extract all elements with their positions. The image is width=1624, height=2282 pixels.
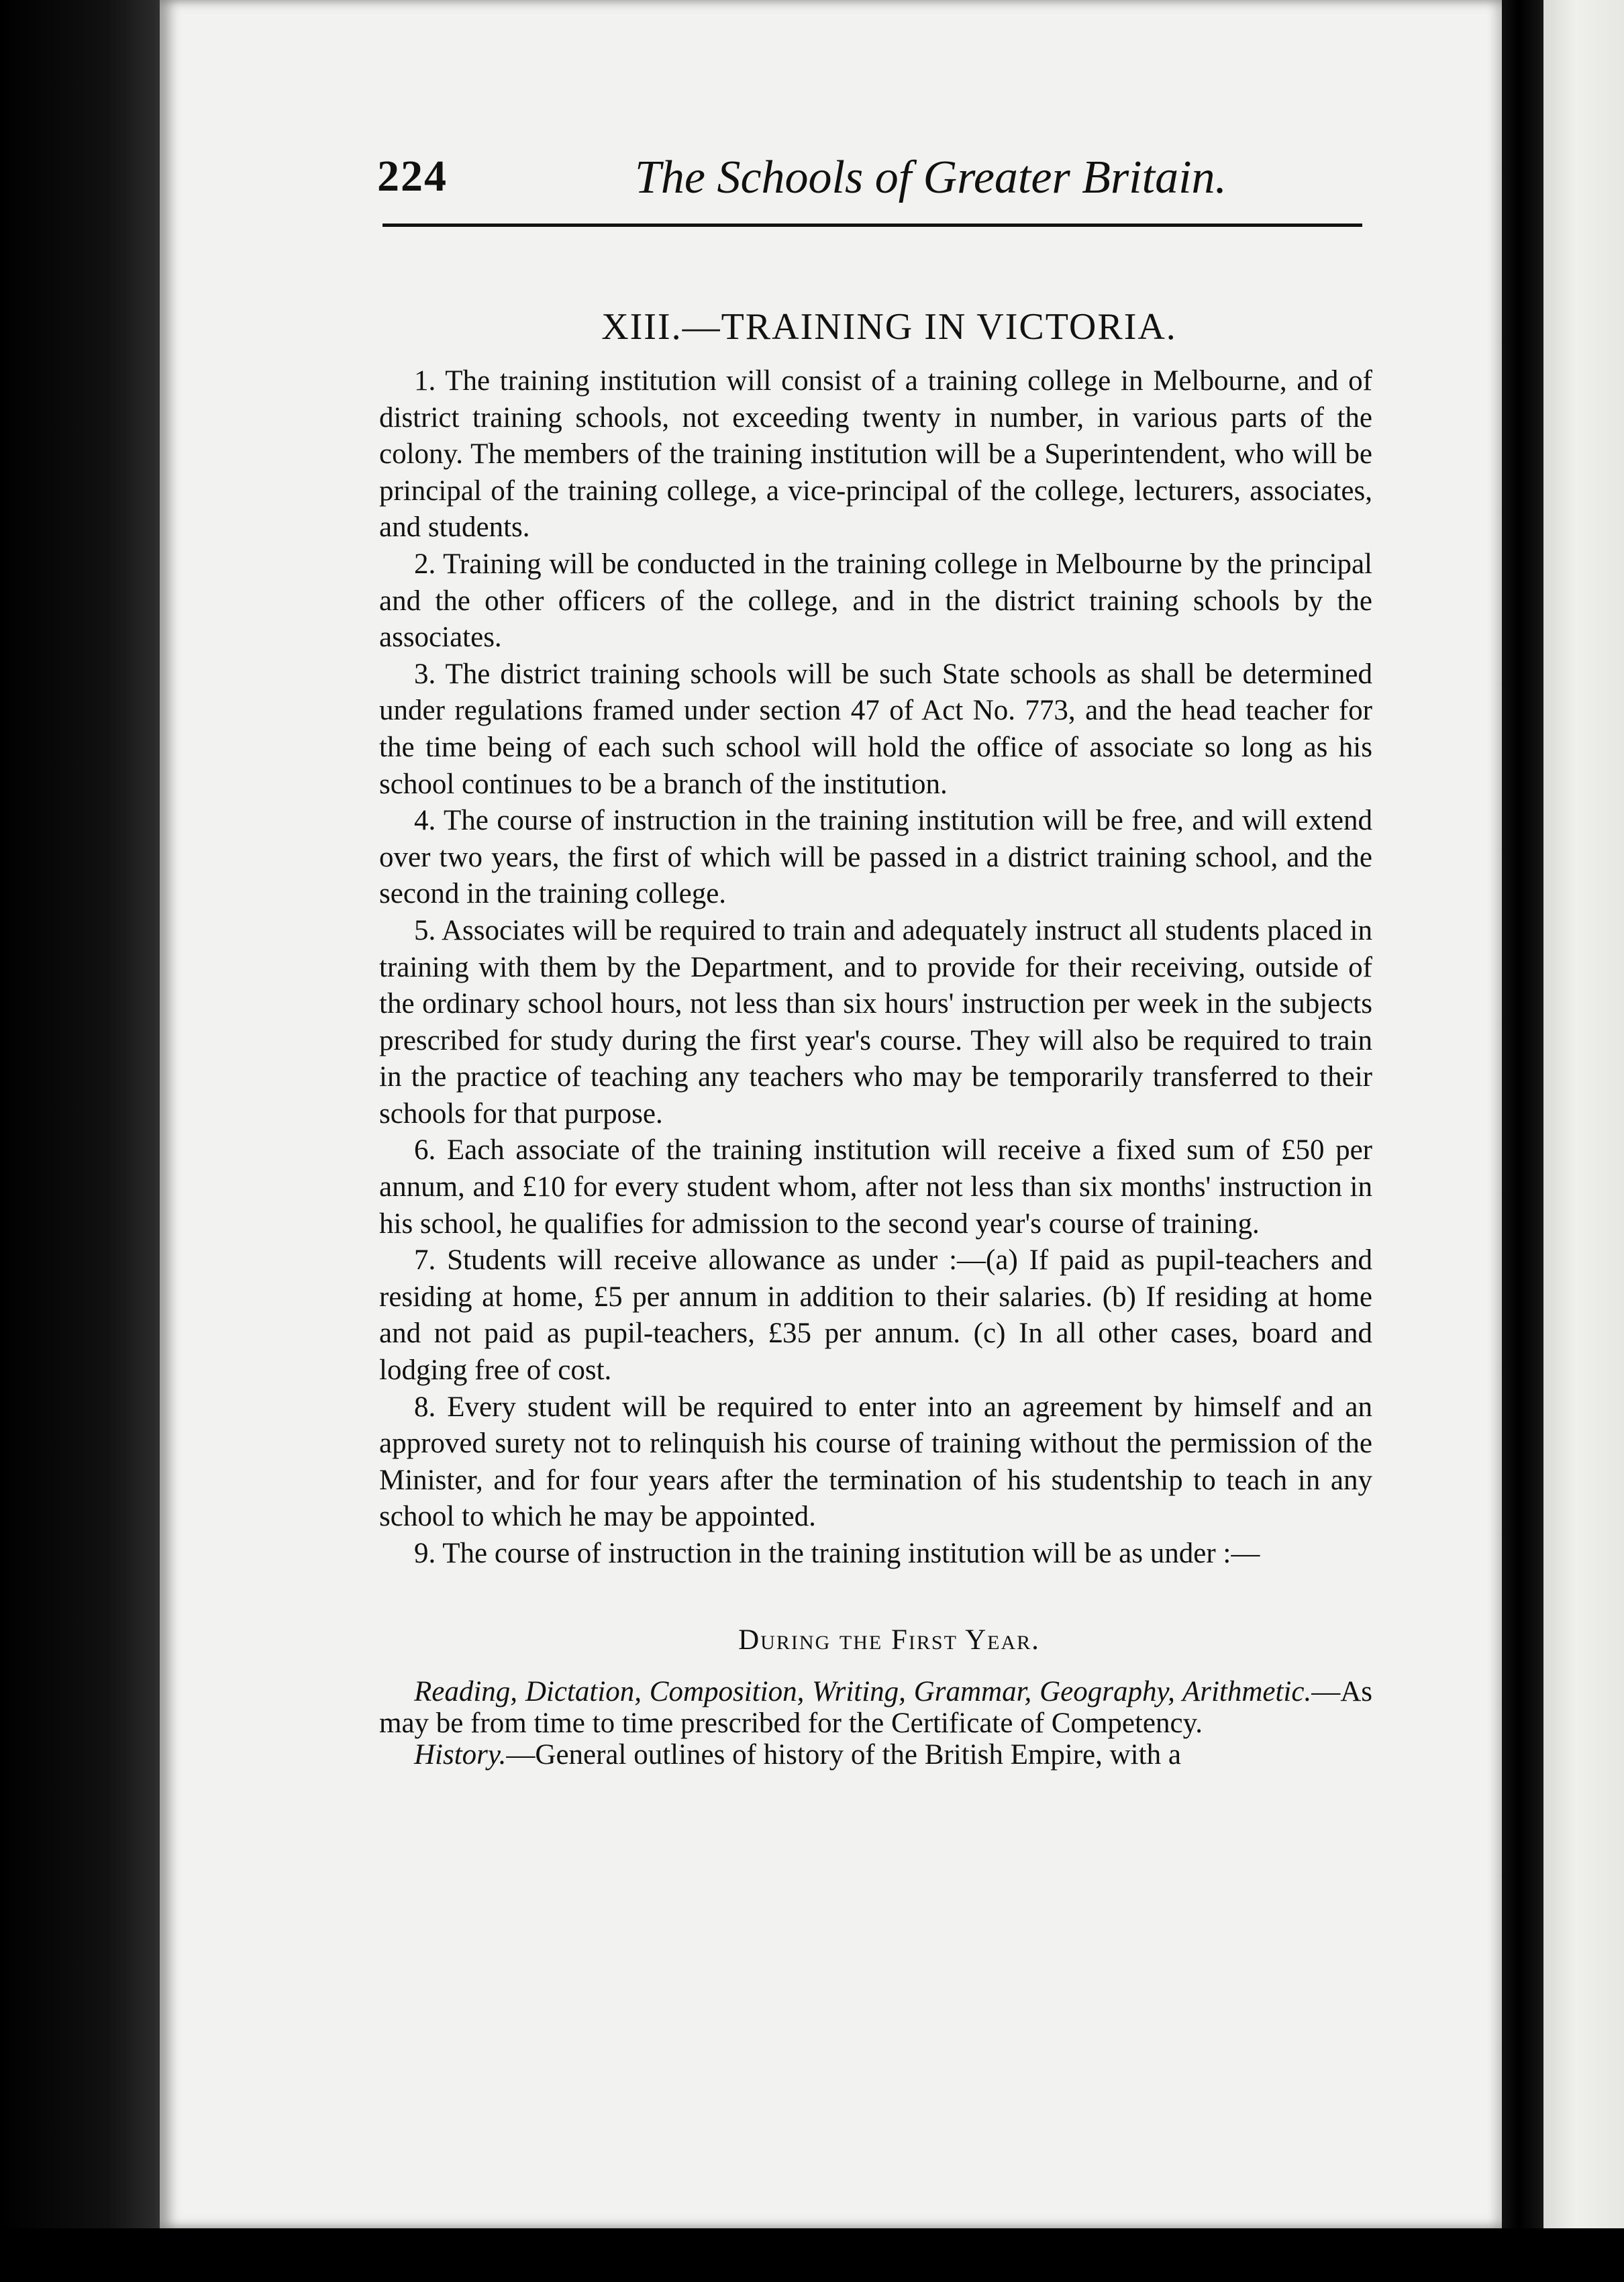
curriculum-text: —General outlines of history of the British Empire, with a [506,1739,1181,1771]
page-gutter [1502,0,1543,2282]
paragraph-2: 2. Training will be conducted in the training college in Melbourne by the principal and the other officers of the college, and in the district training schools by the associates. [379,548,1372,654]
paragraph-3: 3. The district training schools will be such State schools as shall be determined under regulations framed under section 47 of Act No. 773, and the head teacher for the time being of each such school will hold the office of associate so long as his school continues to be a branch of the institution. [379,658,1372,800]
page-body [379,305,1372,1771]
curriculum-text: —As may be from time to time prescribed for the Certificate of Competency. [379,1676,1372,1740]
curriculum-term: Reading, Dictation, Composition, Writing, Grammar, Geography, Arithmetic. [414,1676,1312,1708]
book-title: The Schools of Greater Britain. [634,152,1227,203]
paragraph-5: 5. Associates will be required to train and adequately instruct all students placed in training with them by the Department, and to provide for their receiving, outside of the ordinary school hours, not less than six hours' instruction per week in the subjects prescribed for study during the first year's course. They will also be required to train in the practice of teaching any teachers who may be temporarily transferred to their schools for that purpose. [379,914,1372,1130]
running-head [377,144,1364,211]
paragraph-6: 6. Each associate of the training institution will receive a fixed sum of £50 per annum, and £10 for every student whom, after not less than six months' instruction in his school, he qualifies for admission to the second year's course of training. [379,1134,1372,1240]
paragraph-8: 8. Every student will be required to enter into an agreement by himself and an approved surety not to relinquish his course of training without the permission of the Minister, and for four years after the termination of his studentship to teach in any school to which he may be appointed. [379,1391,1372,1533]
section-heading: XIII.—TRAINING IN VICTORIA. [601,306,1177,348]
first-year-heading: During the First Year. [738,1624,1040,1656]
page-number: 224 [377,152,448,201]
curriculum-entry [379,1676,1372,1739]
paragraph-7: 7. Students will receive allowance as under :—(a) If paid as pupil-teachers and residing at home, £5 per annum in addition to their salaries. (b) If residing at home and not paid as pupil-teachers, £35 per annum. (c) In all other cases, board and lodging free of cost. [379,1244,1372,1387]
curriculum-entry [379,1739,1372,1771]
header-rule [383,224,1362,227]
paragraph-9: 9. The course of instruction in the training institution will be as under :— [414,1538,1260,1569]
paragraph-1: 1. The training institution will consist of a training college in Melbourne, and of district training schools, not exceeding twenty in number, in various parts of the colony. The members of the training institution will be a Superintendent, who will be principal of the training college, a vice-principal of the college, lecturers, associates, and students. [379,365,1372,544]
scan-background-left [0,0,168,2282]
adjacent-page-edge [1543,0,1624,2235]
paragraph-4: 4. The course of instruction in the training institution will be free, and will extend over two years, the first of which will be passed in a district training school, and the second in the training college. [379,805,1372,910]
curriculum-term: History. [414,1739,507,1771]
scan-background-bottom [0,2228,1624,2282]
